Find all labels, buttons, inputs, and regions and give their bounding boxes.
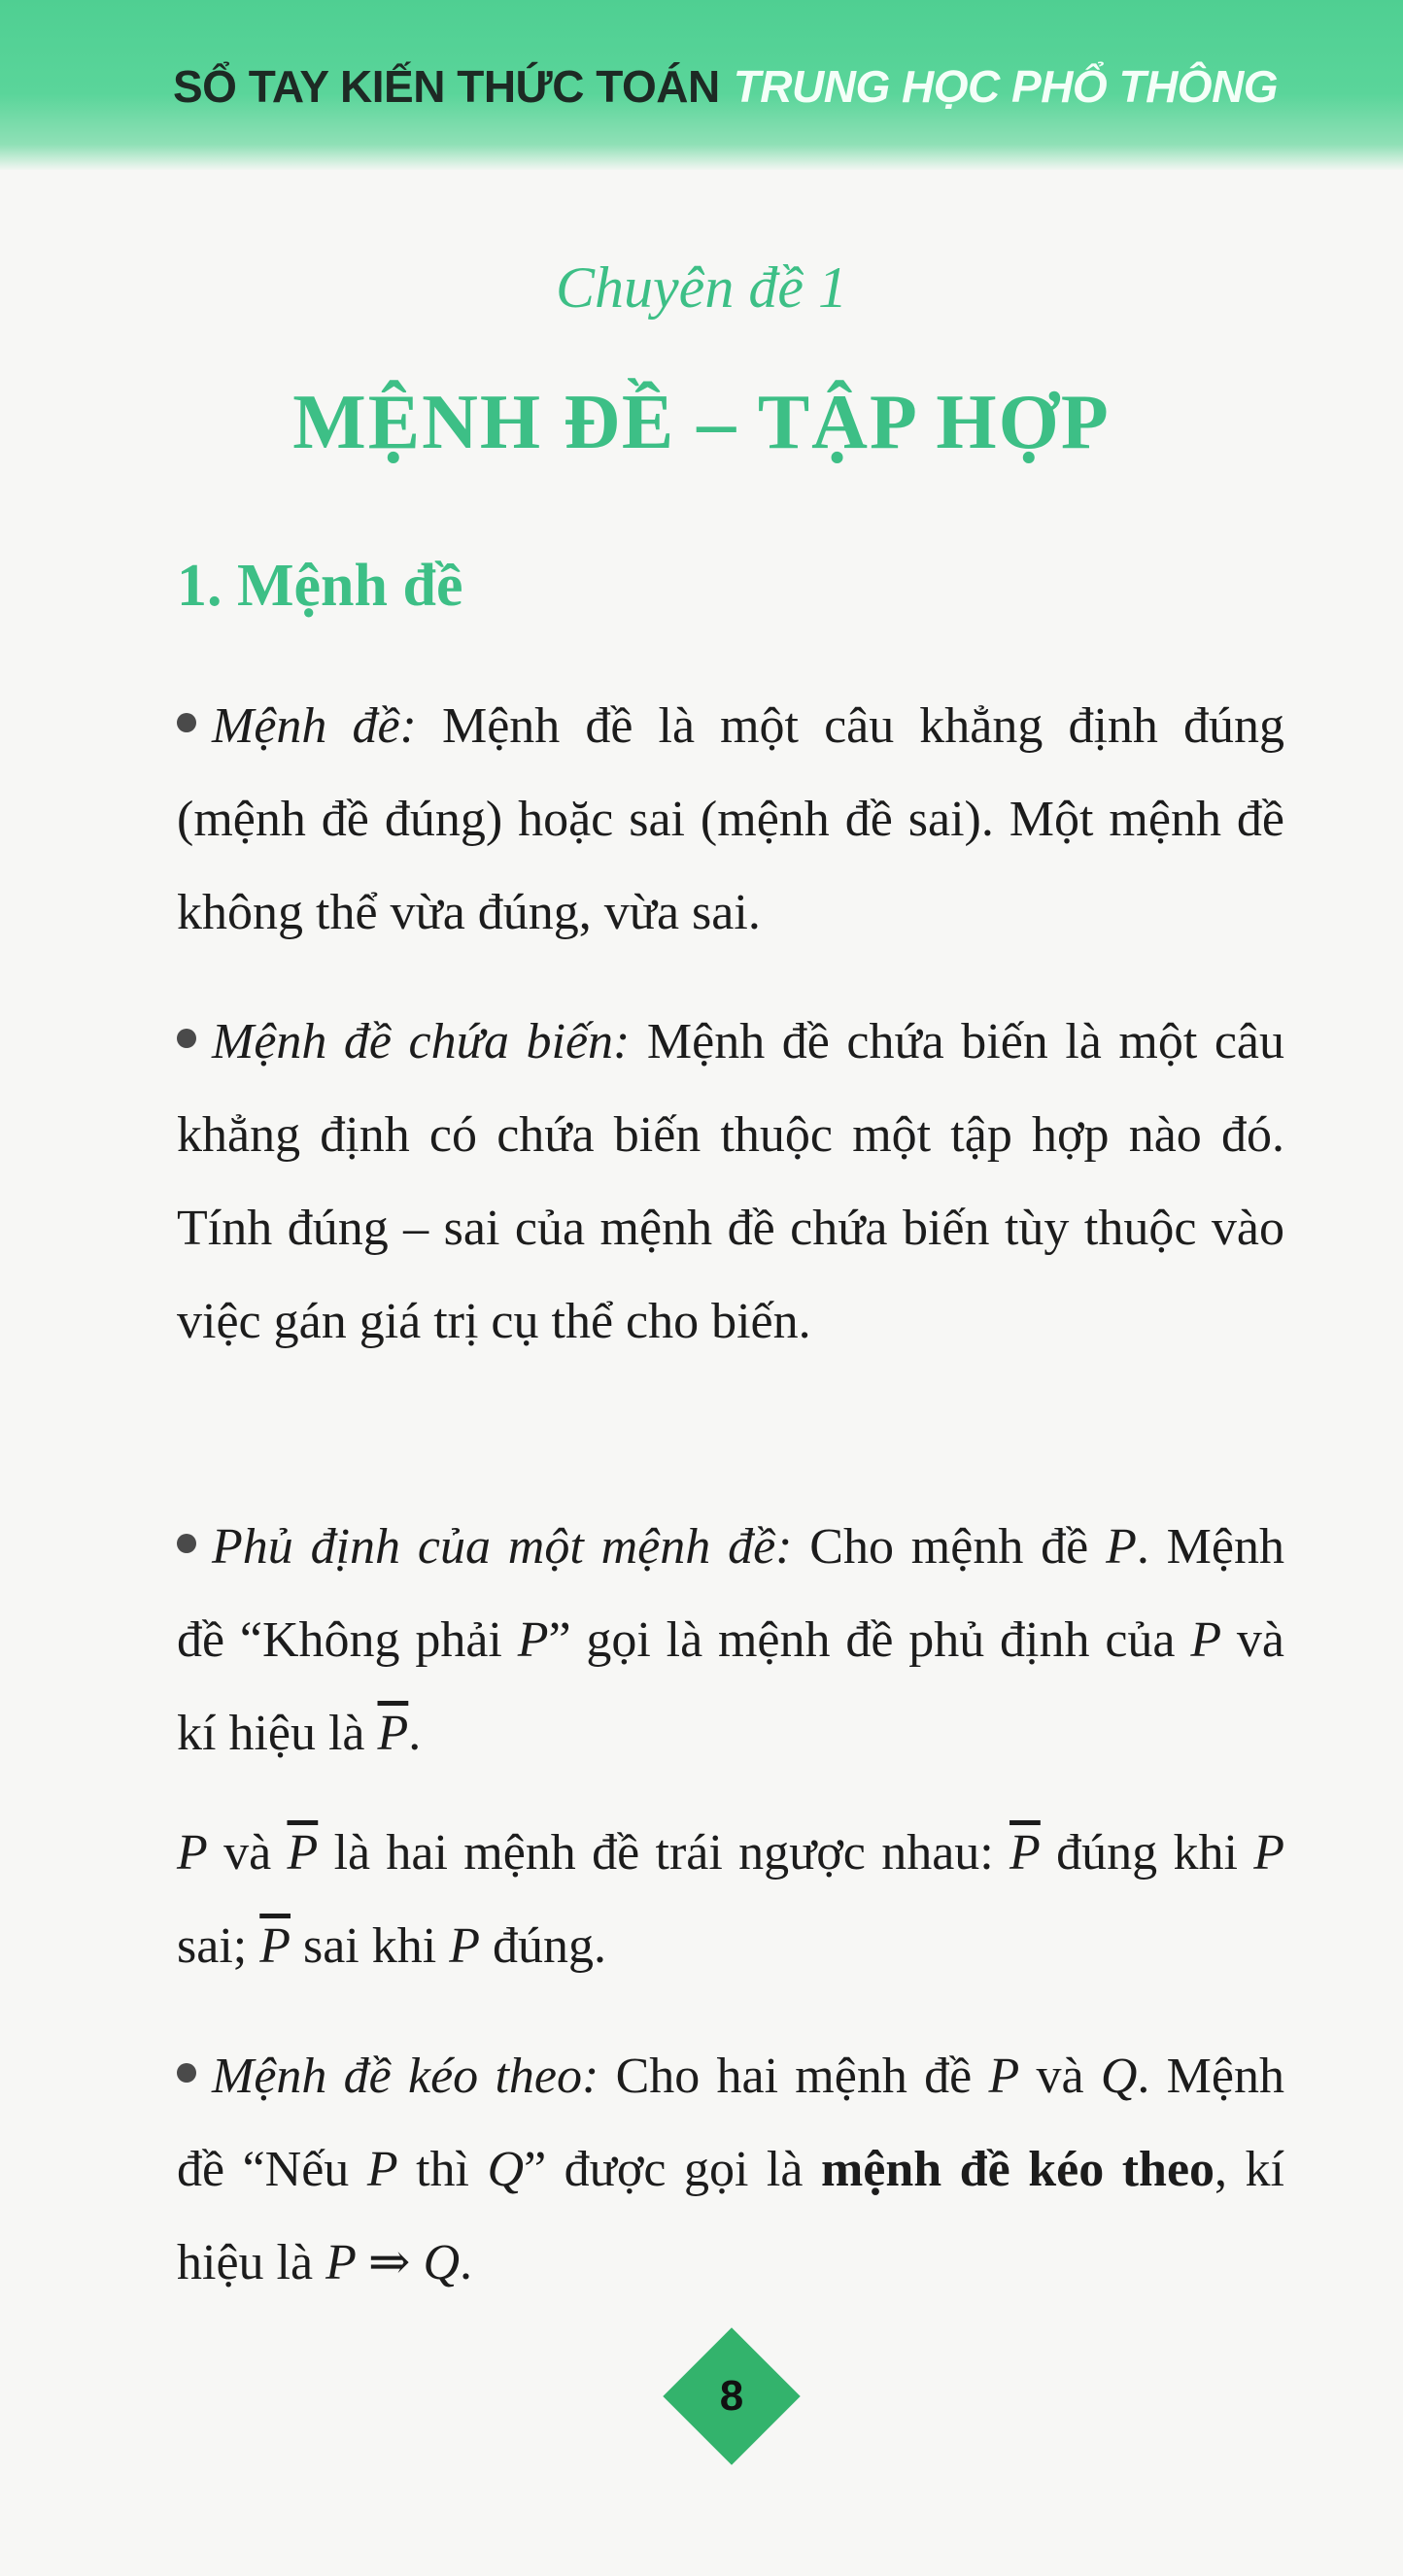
term: Mệnh đề kéo theo:	[212, 2049, 599, 2104]
symbol-p: P	[988, 2049, 1020, 2104]
symbol-p: P	[449, 1918, 480, 1974]
chapter-title: MỆNH ĐỀ – TẬP HỢP	[292, 380, 1111, 465]
paragraph-open-sentence	[177, 996, 1284, 1369]
symbol-p: P	[1190, 1612, 1222, 1668]
symbol-p-bar: $\overline{P}$	[287, 1825, 319, 1881]
bold-term: mệnh đề kéo theo	[820, 2142, 1215, 2197]
symbol-p: P	[517, 1612, 549, 1668]
symbol-p: P	[366, 2142, 398, 2197]
page-number-badge	[668, 2333, 795, 2459]
body-text: Mệnh đề chứa biến là một câu khẳng định có chứa biến thuộc một tập hợp nào đó. Tính đúng – sai của mệnh đề chứa biến tùy thuộc vào việc gán giá trị cụ thể cho biến.	[177, 1014, 1284, 1349]
implication-formula: P ⇒ Q	[325, 2235, 461, 2290]
paragraph-implication: Mệnh đề kéo theo: Cho hai mệnh đề P và Q. Mệnh đề “Nếu P thì Q” được gọi là mệnh đề kéo theo, kí hiệu là P ⇒ Q.	[177, 2049, 1284, 2290]
bullet-icon	[177, 1534, 196, 1553]
term: Phủ định của một mệnh đề:	[212, 1519, 793, 1575]
paragraph-negation-note: P và $\overline{P}$ là hai mệnh đề trái ngược nhau: $\overline{P}$ đúng khi P sai; $\overline{P}$ sai khi P đúng.	[177, 1825, 1284, 1974]
bullet-icon	[177, 2063, 196, 2083]
symbol-q: Q	[487, 2142, 525, 2197]
bullet-icon	[177, 713, 196, 732]
term: Mệnh đề chứa biến:	[212, 1014, 631, 1069]
header-title-dark: SỔ TAY KIẾN THỨC TOÁN	[173, 61, 720, 112]
section-heading: 1. Mệnh đề	[177, 553, 463, 619]
running-header	[173, 60, 1278, 113]
paragraph-proposition	[177, 680, 1284, 960]
page-number: 8	[719, 2372, 744, 2420]
symbol-p: P	[177, 1825, 208, 1881]
symbol-p-bar: $\overline{P}$	[377, 1706, 409, 1761]
symbol-p-bar: $\overline{P}$	[1009, 1825, 1041, 1881]
symbol-p: P	[1253, 1825, 1284, 1881]
symbol-p-bar: $\overline{P}$	[259, 1918, 291, 1974]
bullet-icon	[177, 1029, 196, 1048]
header-title-light: TRUNG HỌC PHỔ THÔNG	[733, 61, 1279, 112]
paragraph-negation: Phủ định của một mệnh đề: Cho mệnh đề P. Mệnh đề “Không phải P” gọi là mệnh đề phủ định của P và kí hiệu là $\overline{P}$.	[177, 1519, 1284, 1761]
chapter-label: Chuyên đề 1	[556, 255, 847, 320]
symbol-p: P	[1106, 1519, 1137, 1575]
body-text: Mệnh đề là một câu khẳng định đúng (mệnh đề đúng) hoặc sai (mệnh đề sai). Một mệnh đề không thể vừa đúng, vừa sai.	[177, 698, 1284, 940]
symbol-q: Q	[1100, 2049, 1138, 2104]
term: Mệnh đề:	[212, 698, 417, 754]
